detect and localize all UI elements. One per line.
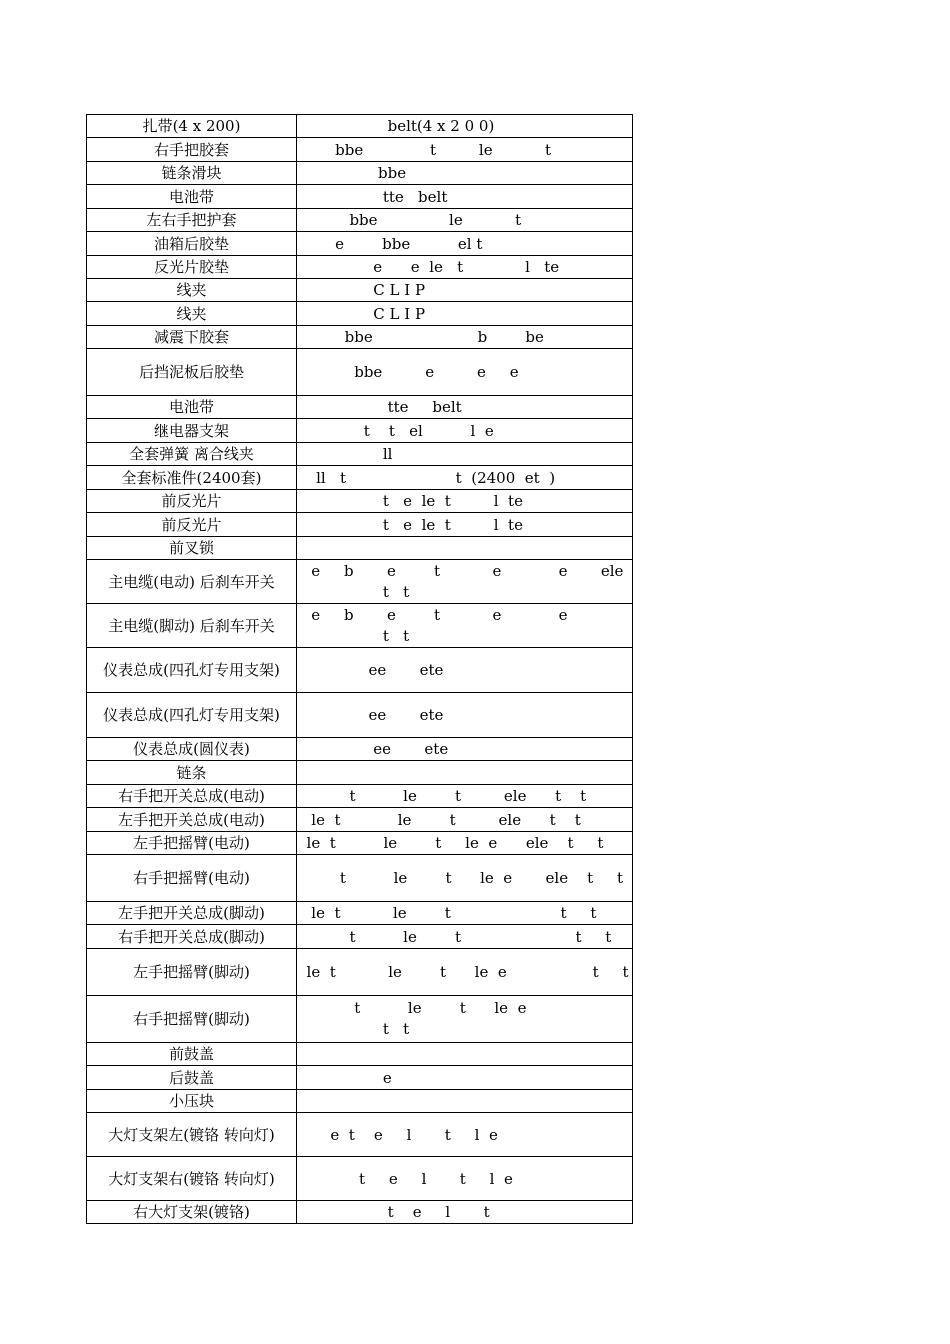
english-name-cell[interactable] (297, 648, 633, 693)
english-name-cell[interactable] (297, 162, 633, 185)
chinese-name-cell[interactable]: 仪表总成(圆仪表) (87, 738, 297, 761)
english-name-cell[interactable] (297, 1157, 633, 1201)
table-row (87, 855, 633, 902)
english-name-text: le t le t ele t t (297, 810, 581, 829)
english-name-text: belt(4 x 2 0 0) (297, 117, 495, 135)
chinese-name-cell[interactable]: 右大灯支架(镀铬) (87, 1201, 297, 1224)
table-row (87, 604, 633, 648)
english-name-text: t e l t (297, 1203, 490, 1221)
english-name-cell[interactable] (297, 949, 633, 996)
chinese-name-cell[interactable]: 前叉锁 (87, 537, 297, 560)
english-name-text: tte belt (297, 398, 462, 416)
english-name-text: le t le t le e t t (297, 963, 629, 981)
chinese-name-cell[interactable]: 仪表总成(四孔灯专用支架) (87, 693, 297, 738)
table-row (87, 902, 633, 925)
table-row (87, 115, 633, 138)
chinese-name-cell[interactable]: 左右手把护套 (87, 209, 297, 232)
english-name-cell[interactable] (297, 832, 633, 855)
english-name-cell[interactable] (297, 490, 633, 513)
table-row (87, 279, 633, 302)
chinese-name-cell[interactable]: 后挡泥板后胶垫 (87, 349, 297, 396)
table-row (87, 466, 633, 490)
table-row (87, 138, 633, 162)
table-row (87, 513, 633, 537)
english-name-cell[interactable] (297, 1113, 633, 1157)
english-name-cell[interactable] (297, 604, 633, 648)
english-name-text: t t el l e (297, 421, 494, 440)
english-name-text: t le t le e t t (354, 999, 527, 1038)
english-name-cell[interactable] (297, 302, 633, 326)
english-name-cell[interactable] (297, 1043, 633, 1066)
english-name-text: ll (297, 445, 393, 463)
english-name-cell[interactable] (297, 279, 633, 302)
parts-table (86, 114, 633, 1224)
table-row (87, 648, 633, 693)
chinese-name-cell[interactable]: 小压块 (87, 1090, 297, 1113)
table-row (87, 537, 633, 560)
english-name-cell[interactable] (297, 396, 633, 419)
chinese-name-cell[interactable]: 前反光片 (87, 490, 297, 513)
table-row (87, 349, 633, 396)
english-name-cell[interactable] (297, 466, 633, 490)
english-name-text: t le t t t (297, 927, 612, 946)
table-row (87, 949, 633, 996)
chinese-name-cell[interactable]: 大灯支架左(镀铬 转向灯) (87, 1113, 297, 1157)
english-name-cell[interactable] (297, 560, 633, 604)
english-name-text: bbe le t (297, 211, 522, 229)
english-name-text: le t le t le e ele t t (297, 834, 604, 852)
english-name-text: bbe t le t (297, 140, 552, 159)
chinese-name-cell[interactable]: 主电缆(电动) 后刹车开关 (87, 560, 297, 604)
chinese-name-cell[interactable]: 线夹 (87, 302, 297, 326)
english-name-text: t e le t l te (297, 515, 523, 534)
chinese-name-cell[interactable]: 继电器支架 (87, 419, 297, 443)
english-name-text: C L I P (297, 281, 426, 299)
english-name-cell[interactable] (297, 761, 633, 785)
chinese-name-cell[interactable]: 主电缆(脚动) 后刹车开关 (87, 604, 297, 648)
english-name-cell[interactable] (297, 256, 633, 279)
chinese-name-cell[interactable]: 右手把摇臂(电动) (87, 855, 297, 902)
english-name-cell[interactable] (297, 443, 633, 466)
english-name-text: bbe (297, 164, 407, 182)
english-name-text: t le t le e ele t t (297, 869, 624, 887)
english-name-cell[interactable] (297, 996, 633, 1043)
table-row (87, 808, 633, 832)
english-name-text: tte belt (297, 187, 448, 206)
english-name-cell[interactable] (297, 902, 633, 925)
english-name-text: e e le t l te (297, 258, 560, 276)
english-name-text: t e le t l te (297, 492, 523, 510)
english-name-text: e b e t e e ele t t (311, 561, 624, 601)
english-name-cell[interactable] (297, 185, 633, 209)
chinese-name-cell[interactable]: 左手把摇臂(电动) (87, 832, 297, 855)
chinese-name-cell[interactable]: 电池带 (87, 396, 297, 419)
table-row (87, 209, 633, 232)
table-row (87, 1113, 633, 1157)
english-name-text: ee ete (297, 740, 449, 758)
english-name-cell[interactable] (297, 925, 633, 949)
table-row (87, 1043, 633, 1066)
english-name-text: bbe e e e (297, 363, 519, 381)
english-name-text: C L I P (297, 304, 426, 323)
english-name-text: ee ete (297, 706, 444, 724)
table-row (87, 925, 633, 949)
english-name-cell[interactable] (297, 785, 633, 808)
table-row (87, 693, 633, 738)
table-row (87, 996, 633, 1043)
table-row (87, 738, 633, 761)
english-name-cell[interactable] (297, 419, 633, 443)
table-row (87, 1066, 633, 1090)
chinese-name-cell[interactable]: 全套标准件(2400套) (87, 466, 297, 490)
english-name-text: bbe b be (297, 328, 544, 346)
table-row (87, 560, 633, 604)
english-name-cell[interactable] (297, 808, 633, 832)
table-row (87, 490, 633, 513)
chinese-name-cell[interactable]: 右手把开关总成(脚动) (87, 925, 297, 949)
english-name-text: t le t ele t t (297, 787, 587, 805)
english-name-text: ll t t (2400 et ) (297, 468, 556, 487)
english-name-text: e b e t e e t t (311, 605, 568, 645)
table-row (87, 162, 633, 185)
chinese-name-cell[interactable]: 扎带(4 x 200) (87, 115, 297, 138)
english-name-text: t e l t l e (297, 1169, 513, 1188)
table-row (87, 396, 633, 419)
english-name-text: e (297, 1068, 392, 1087)
chinese-name-cell[interactable]: 仪表总成(四孔灯专用支架) (87, 648, 297, 693)
english-name-cell[interactable] (297, 326, 633, 349)
table-row (87, 761, 633, 785)
chinese-name-cell[interactable]: 右手把摇臂(脚动) (87, 996, 297, 1043)
english-name-cell[interactable] (297, 1066, 633, 1090)
chinese-name-cell[interactable]: 减震下胶套 (87, 326, 297, 349)
chinese-name-cell[interactable]: 右手把胶套 (87, 138, 297, 162)
english-name-cell[interactable] (297, 115, 633, 138)
table-row (87, 443, 633, 466)
table-row (87, 1090, 633, 1113)
chinese-name-cell[interactable]: 反光片胶垫 (87, 256, 297, 279)
english-name-cell[interactable] (297, 693, 633, 738)
english-name-cell[interactable] (297, 537, 633, 560)
english-name-cell[interactable] (297, 738, 633, 761)
chinese-name-cell[interactable]: 线夹 (87, 279, 297, 302)
chinese-name-cell[interactable]: 前鼓盖 (87, 1043, 297, 1066)
english-name-cell[interactable] (297, 855, 633, 902)
chinese-name-cell[interactable]: 油箱后胶垫 (87, 232, 297, 256)
english-name-cell[interactable] (297, 232, 633, 256)
table-row (87, 1157, 633, 1201)
table-row (87, 256, 633, 279)
english-name-text: ee ete (297, 661, 444, 679)
table-row (87, 185, 633, 209)
english-name-cell[interactable] (297, 209, 633, 232)
chinese-name-cell[interactable]: 左手把摇臂(脚动) (87, 949, 297, 996)
english-name-text: e bbe el t (297, 234, 483, 253)
chinese-name-cell[interactable]: 右手把开关总成(电动) (87, 785, 297, 808)
chinese-name-cell[interactable]: 左手把开关总成(电动) (87, 808, 297, 832)
table-row (87, 419, 633, 443)
english-name-cell[interactable] (297, 138, 633, 162)
chinese-name-cell[interactable]: 左手把开关总成(脚动) (87, 902, 297, 925)
english-name-text: le t le t t t (297, 904, 597, 922)
chinese-name-cell[interactable]: 链条 (87, 761, 297, 785)
english-name-cell[interactable] (297, 349, 633, 396)
english-name-text: e t e l t l e (297, 1125, 498, 1144)
table-row (87, 302, 633, 326)
parts-table-body (87, 115, 633, 1224)
table-row (87, 832, 633, 855)
chinese-name-cell[interactable]: 后鼓盖 (87, 1066, 297, 1090)
chinese-name-cell[interactable]: 前反光片 (87, 513, 297, 537)
english-name-cell[interactable] (297, 513, 633, 537)
chinese-name-cell[interactable]: 链条滑块 (87, 162, 297, 185)
english-name-cell[interactable] (297, 1201, 633, 1224)
chinese-name-cell[interactable]: 大灯支架右(镀铬 转向灯) (87, 1157, 297, 1201)
table-row (87, 785, 633, 808)
chinese-name-cell[interactable]: 电池带 (87, 185, 297, 209)
english-name-cell[interactable] (297, 1090, 633, 1113)
table-row (87, 232, 633, 256)
table-row (87, 1201, 633, 1224)
table-row (87, 326, 633, 349)
chinese-name-cell[interactable]: 全套弹簧 离合线夹 (87, 443, 297, 466)
